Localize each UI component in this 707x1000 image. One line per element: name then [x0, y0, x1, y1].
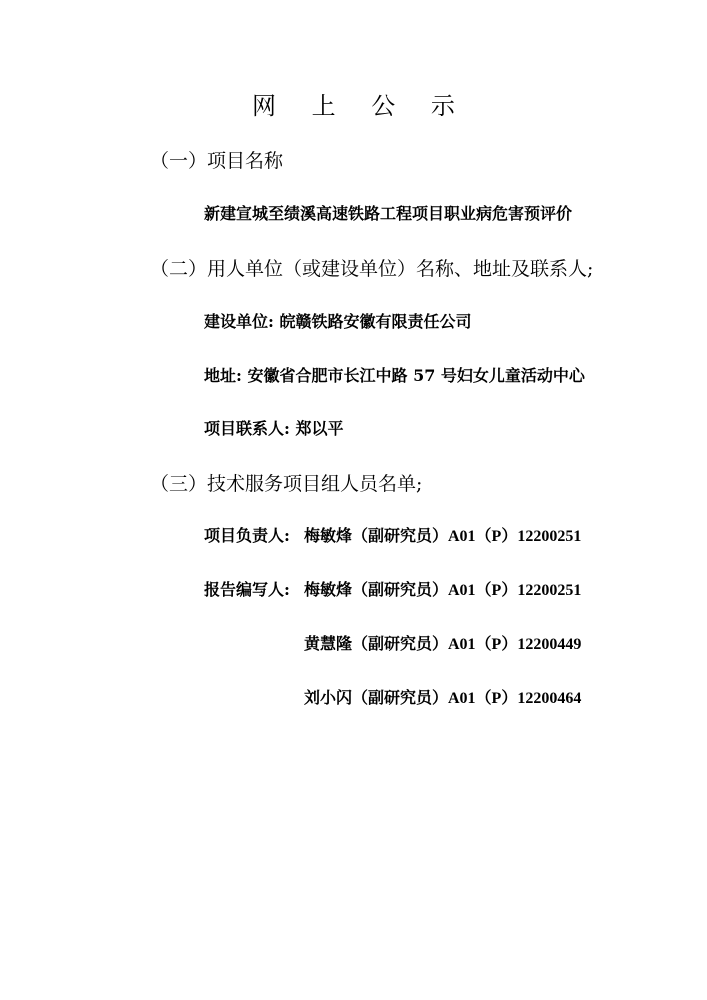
construction-unit-value: 皖赣铁路安徽有限责任公司	[279, 312, 472, 331]
address-value: 安徽省合肥市长江中路 57 号妇女儿童活动中心	[247, 366, 585, 385]
member-cert: A01（P）12200449	[448, 636, 582, 653]
member-name: 梅敏烽（副研究员）	[304, 580, 449, 599]
team-member-row	[204, 577, 581, 604]
section-2-heading: （二）用人单位（或建设单位）名称、地址及联系人;	[150, 258, 594, 280]
section-1-heading: （一）项目名称	[150, 150, 284, 172]
member-name: 黄慧隆（副研究员）	[304, 634, 449, 653]
contact-label: 项目联系人:	[204, 419, 290, 438]
team-member-row	[204, 631, 581, 658]
member-cert: A01（P）12200464	[448, 690, 582, 707]
section-3-heading: （三）技术服务项目组人员名单;	[150, 473, 423, 495]
team-member-row	[204, 523, 581, 550]
team-member-row	[204, 685, 581, 712]
page-title: 网 上 公 示	[252, 92, 469, 120]
member-cert: A01（P）12200251	[448, 582, 582, 599]
member-name: 梅敏烽（副研究员）	[304, 526, 449, 545]
member-cert: A01（P）12200251	[448, 528, 582, 545]
contact-line	[204, 416, 344, 442]
member-role: 报告编写人:	[204, 580, 290, 599]
project-name: 新建宣城至绩溪高速铁路工程项目职业病危害预评价	[204, 204, 573, 223]
construction-unit-line	[204, 309, 472, 335]
construction-unit-label: 建设单位:	[204, 312, 274, 331]
address-line	[204, 363, 585, 389]
address-label: 地址:	[204, 366, 242, 385]
member-role: 项目负责人:	[204, 526, 290, 545]
contact-value: 郑以平	[295, 419, 344, 438]
member-name: 刘小闪（副研究员）	[304, 688, 449, 707]
